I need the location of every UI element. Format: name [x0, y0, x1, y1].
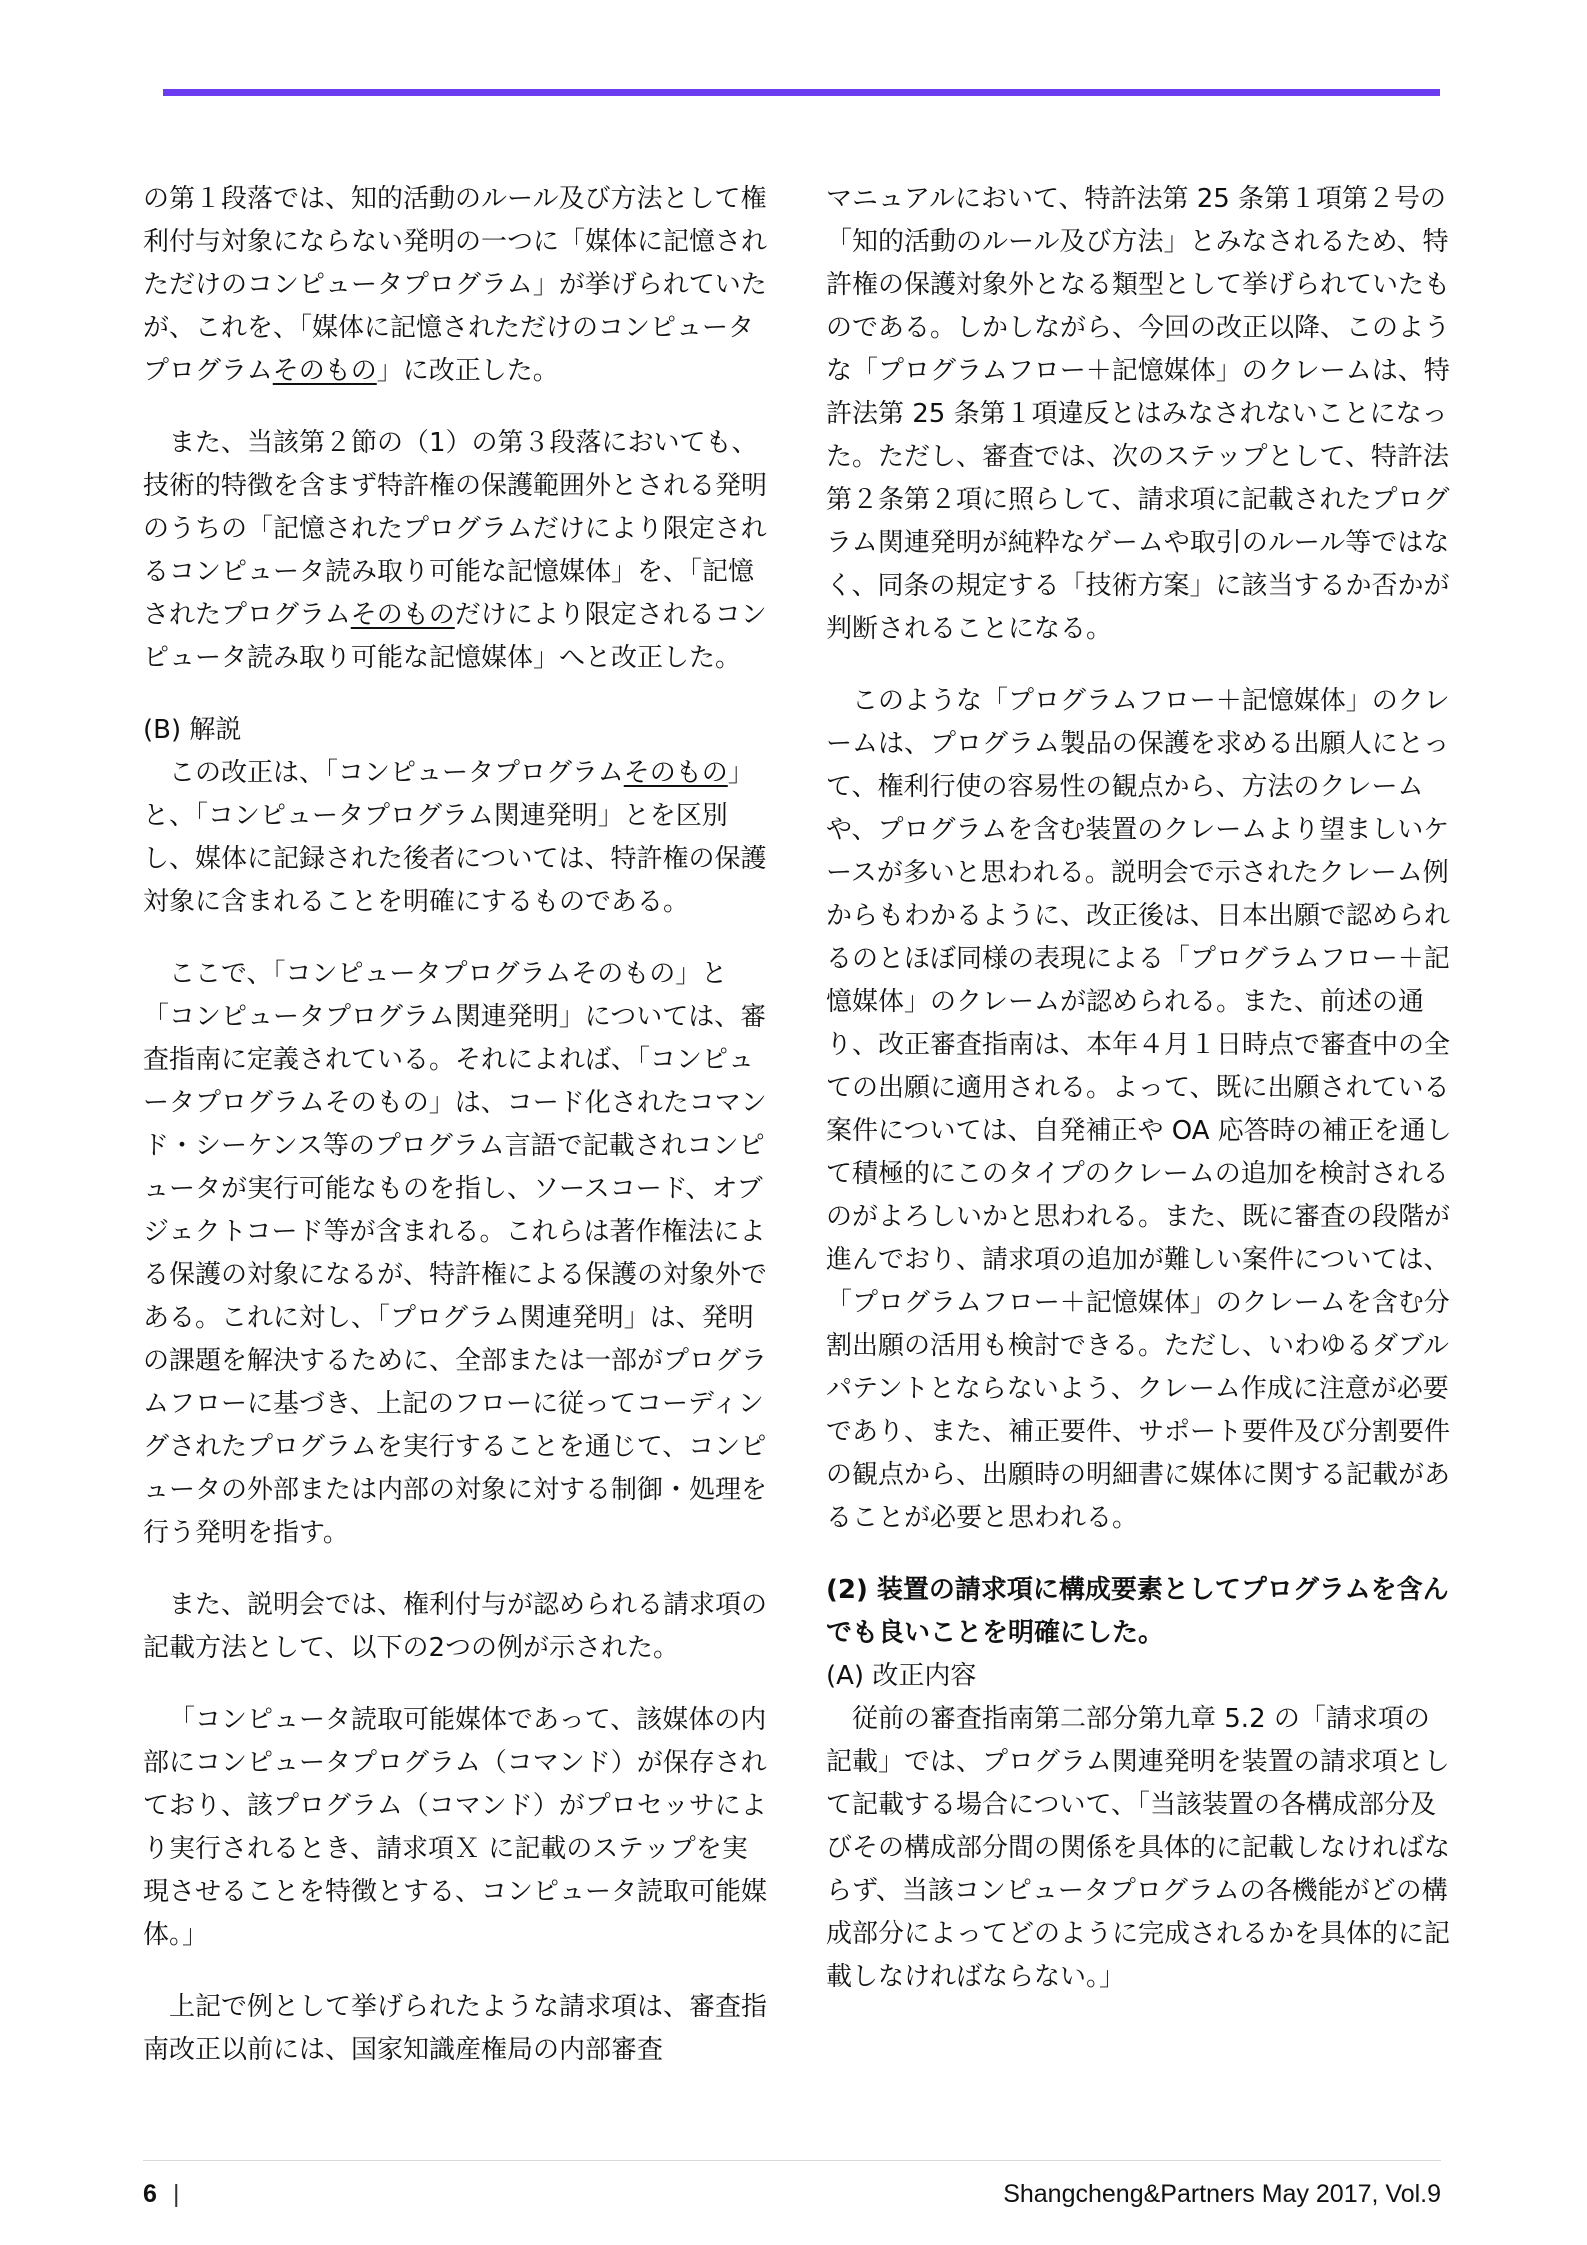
- paragraph-right-1: マニュアルにおいて、特許法第 25 条第１項第２号の「知的活動のルール及び方法」とみなされるため、特許権の保護対象外となる類型として挙げられていたものである。しかしながら、今回の改正以降、このような「プログラムフロー＋記憶媒体」のクレームは、特許法第 25 条第１項違反とはみなされないことになった。ただし、審査では、次のステップとして、特許法第２条第２項に照らして、請求項に記載されたプログラム関連発明が純粋なゲームや取引のルール等ではなく、同条の規定する「技術方案」に該当するか否かが判断されることになる。: [826, 184, 1451, 644]
- footer-divider: [143, 2160, 1441, 2161]
- paragraph-right-2: このような「プログラムフロー＋記憶媒体」のクレームは、プログラム製品の保護を求める出願人にとって、権利行使の容易性の観点から、方法のクレームや、プログラムを含む装置のクレームより望ましいケースが多いと思われる。説明会で示されたクレーム例からもわかるように、改正後は、日本出願で認められるのとほぼ同様の表現による「プログラムフロー＋記憶媒体」のクレームが認められる。また、前述の通り、改正審査指南は、本年４月１日時点で審査中の全ての出願に適用される。よって、既に出願されている案件については、自発補正や OA 応答時の補正を通して積極的にこのタイプのクレームの追加を検討されるのがよろしいかと思われる。また、既に審査の段階が進んでおり、請求項の追加が難しい案件については、「プログラムフロー＋記憶媒体」のクレームを含む分割出願の活用も検討できる。ただし、いわゆるダブルパテントとならないよう、クレーム作成に注意が必要であり、また、補正要件、サポート要件及び分割要件の観点から、出願時の明細書に媒体に関する記載があることが必要と思われる。: [826, 686, 1452, 1533]
- publication-credit: Shangcheng&Partners May 2017, Vol.9: [1003, 2180, 1441, 2208]
- paragraph-left-2: また、当該第２節の（1）の第３段落においても、技術的特徴を含まず特許権の保護範囲外とされる発明のうちの「記憶されたプログラムだけにより限定されるコンピュータ読み取り可能な記憶媒体」を、「記憶されたプログラムそのものだけにより限定されるコンピュータ読み取り可能な記憶媒体」へと改正した。: [143, 428, 768, 673]
- quoted-claim-example: 「コンピュータ読取可能媒体であって、該媒体の内部にコンピュータプログラム（コマンド）が保存されており、該プログラム（コマンド）がプロセッサにより実行されるとき、請求項Ｘ に記載のステップを実現させることを特徴とする、コンピュータ読取可能媒体。」: [143, 1705, 768, 1950]
- right-column: [826, 178, 1454, 1999]
- page-number: 6: [143, 2180, 157, 2208]
- paragraph-right-3: 従前の審査指南第二部分第九章 5.2 の「請求項の記載」では、プログラム関連発明を装置の請求項として記載する場合について、「当該装置の各構成部分及びその構成部分間の関係を具体的に記載しなければならず、当該コンピュータプログラムの各機能がどの構成部分によってどのように完成されるかを具体的に記載しなければならない。」: [826, 1704, 1451, 1992]
- header-accent-rule: [163, 89, 1440, 96]
- underlined-phrase: そのもの: [272, 356, 377, 386]
- paragraph-left-7: 上記で例として挙げられたような請求項は、審査指南改正以前には、国家知識産権局の内部審査: [143, 1992, 768, 2065]
- section-a-heading: (A) 改正内容: [826, 1661, 977, 1691]
- page-separator: |: [173, 2180, 180, 2208]
- section-b-heading: (B) 解説: [143, 715, 242, 745]
- paragraph-left-5: また、説明会では、権利付与が認められる請求項の記載方法として、以下の2つの例が示された。: [143, 1590, 768, 1663]
- left-column: [143, 178, 771, 2072]
- underlined-phrase: そのもの: [350, 600, 455, 630]
- page-footer: [143, 2176, 1441, 2212]
- paragraph-left-1: の第１段落では、知的活動のルール及び方法として権利付与対象にならない発明の一つに「媒体に記憶されただけのコンピュータプログラム」が挙げられていたが、これを、「媒体に記憶されただけのコンピュータプログラムそのもの」に改正した。: [143, 184, 768, 386]
- section-2-heading: (2) 装置の請求項に構成要素としてプログラムを含んでも良いことを明確にした。: [826, 1575, 1449, 1648]
- paragraph-left-3: この改正は、「コンピュータプログラムそのもの」と、「コンピュータプログラム関連発明」とを区別し、媒体に記録された後者については、特許権の保護対象に含まれることを明確にするものである。: [143, 758, 767, 917]
- underlined-phrase: そのもの: [623, 758, 728, 788]
- paragraph-left-4: ここで、「コンピュータプログラムそのもの」と「コンピュータプログラム関連発明」については、審査指南に定義されている。それによれば、「コンピュータプログラムそのもの」は、コード化されたコマンド・シーケンス等のプログラム言語で記載されコンピュータが実行可能なものを指し、ソースコード、オブジェクトコード等が含まれる。これらは著作権法による保護の対象になるが、特許権による保護の対象外である。これに対し、「プログラム関連発明」は、発明の課題を解決するために、全部または一部がプログラムフローに基づき、上記のフローに従ってコーディングされたプログラムを実行することを通じて、コンピュータの外部または内部の対象に対する制御・処理を行う発明を指す。: [143, 959, 768, 1548]
